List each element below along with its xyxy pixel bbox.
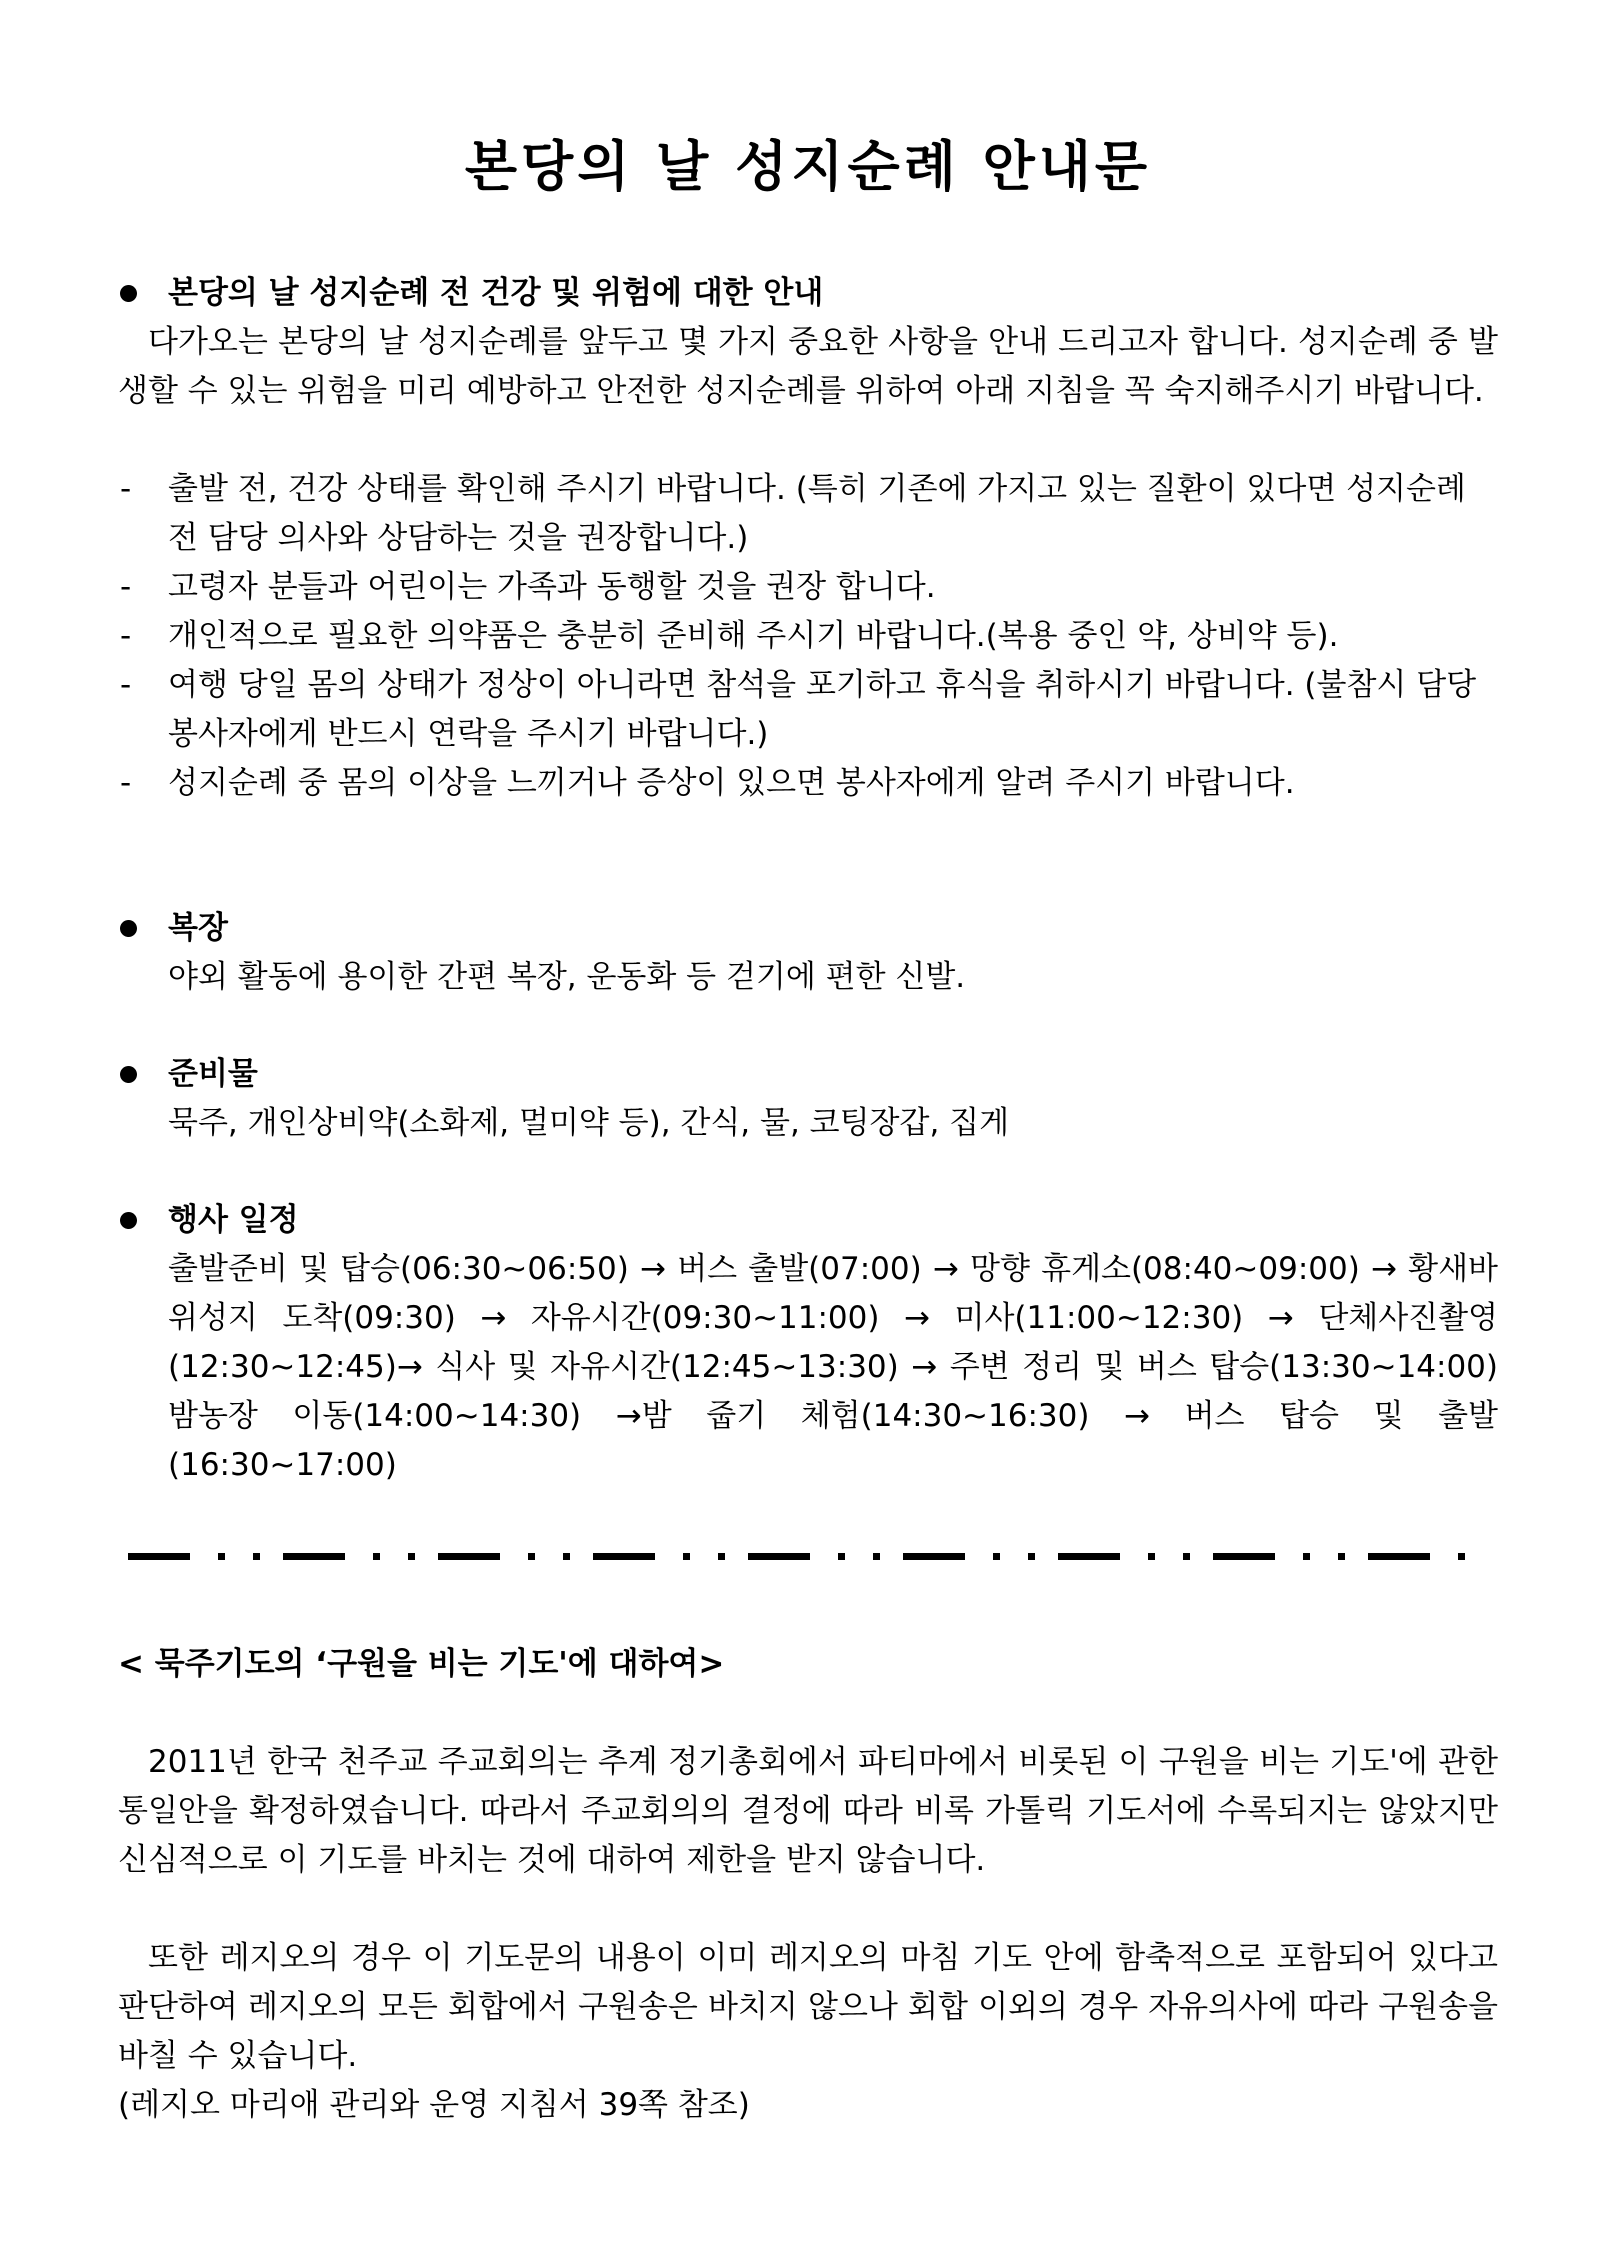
list-item: [118, 612, 1498, 661]
bullet-icon: [120, 920, 137, 937]
dash-marker: -: [120, 667, 132, 703]
list-item-text: 고령자 분들과 어린이는 가족과 동행할 것을 권장 합니다.: [168, 569, 936, 605]
prayer-paragraph-1: 2011년 한국 천주교 주교회의는 추계 정기총회에서 파티마에서 비롯된 이 구원을 비는 기도'에 관한 통일안을 확정하였습니다. 따라서 주교회의의 결정에 따라 비록 가톨릭 기도서에 수록되지는 않았지만 신심적으로 이 기도를 바치는 것에 대하여 제한을 받지 않습니다.: [118, 1744, 1498, 1878]
schedule-heading-text: 행사 일정: [168, 1202, 299, 1238]
health-heading-text: 본당의 날 성지순례 전 건강 및 위험에 대한 안내: [168, 275, 824, 311]
health-section: [118, 269, 1498, 808]
bullet-icon: [120, 285, 137, 302]
health-heading: [118, 269, 1498, 318]
supplies-heading-text: 준비물: [168, 1056, 258, 1092]
list-item: [118, 465, 1498, 563]
schedule-text: 출발준비 및 탑승(06:30~06:50) → 버스 출발(07:00) → 망향 휴게소(08:40~09:00) → 황새바위성지 도착(09:30) → 자유시간(09:30~11:00) → 미사(11:00~12:30) → 단체사진촬영(12:30~12:45)→ 식사 및 자유시간(12:45~13:30) → 주변 정리 및 버스 탑승(13:30~14:00) 밤농장 이동(14:00~14:30) →밤 줍기 체험(14:30~16:30) → 버스 탑승 및 출발 (16:30~17:00): [168, 1251, 1498, 1483]
list-item: [118, 661, 1498, 759]
list-item: [118, 563, 1498, 612]
dash-marker: -: [120, 471, 132, 507]
dash-dot-divider: [128, 1550, 1488, 1564]
list-item: [118, 759, 1498, 808]
schedule-heading: [118, 1196, 1498, 1245]
supplies-heading: [118, 1050, 1498, 1099]
clothing-section: [118, 904, 1498, 1002]
page-title: 본당의 날 성지순례 안내문: [464, 135, 1152, 198]
clothing-heading-text: 복장: [168, 910, 228, 946]
dash-marker: -: [120, 618, 132, 654]
list-item-text: 개인적으로 필요한 의약품은 충분히 준비해 주시기 바랍니다.(복용 중인 약, 상비약 등).: [168, 618, 1339, 654]
health-intro: 다가오는 본당의 날 성지순례를 앞두고 몇 가지 중요한 사항을 안내 드리고자 합니다. 성지순례 중 발생할 수 있는 위험을 미리 예방하고 안전한 성지순례를 위하여 아래 지침을 꼭 숙지해주시기 바랍니다.: [118, 324, 1498, 409]
supplies-section: [118, 1050, 1498, 1148]
prayer-title: < 묵주기도의 ‘구원을 비는 기도'에 대하여>: [118, 1646, 725, 1682]
list-item-text: 출발 전, 건강 상태를 확인해 주시기 바랍니다. (특히 기존에 가지고 있는 질환이 있다면 성지순례 전 담당 의사와 상담하는 것을 권장합니다.): [168, 471, 1466, 556]
dash-marker: -: [120, 569, 132, 605]
prayer-section: [118, 1640, 1498, 2130]
prayer-reference: (레지오 마리애 관리와 운영 지침서 39쪽 참조): [118, 2087, 750, 2123]
clothing-text: 야외 활동에 용이한 간편 복장, 운동화 등 걷기에 편한 신발.: [168, 959, 966, 995]
bullet-icon: [120, 1212, 137, 1229]
health-list: [118, 465, 1498, 808]
schedule-section: [118, 1196, 1498, 1490]
supplies-text: 묵주, 개인상비약(소화제, 멀미약 등), 간식, 물, 코팅장갑, 집게: [168, 1105, 1010, 1141]
bullet-icon: [120, 1066, 137, 1083]
list-item-text: 성지순례 중 몸의 이상을 느끼거나 증상이 있으면 봉사자에게 알려 주시기 바랍니다.: [168, 765, 1295, 801]
list-item-text: 여행 당일 몸의 상태가 정상이 아니라면 참석을 포기하고 휴식을 취하시기 바랍니다. (불참시 담당 봉사자에게 반드시 연락을 주시기 바랍니다.): [168, 667, 1477, 752]
clothing-heading: [118, 904, 1498, 953]
dash-marker: -: [120, 765, 132, 801]
prayer-paragraph-2: 또한 레지오의 경우 이 기도문의 내용이 이미 레지오의 마침 기도 안에 함축적으로 포함되어 있다고 판단하여 레지오의 모든 회합에서 구원송은 바치지 않으나 회합 이외의 경우 자유의사에 따라 구원송을 바칠 수 있습니다.: [118, 1940, 1498, 2074]
